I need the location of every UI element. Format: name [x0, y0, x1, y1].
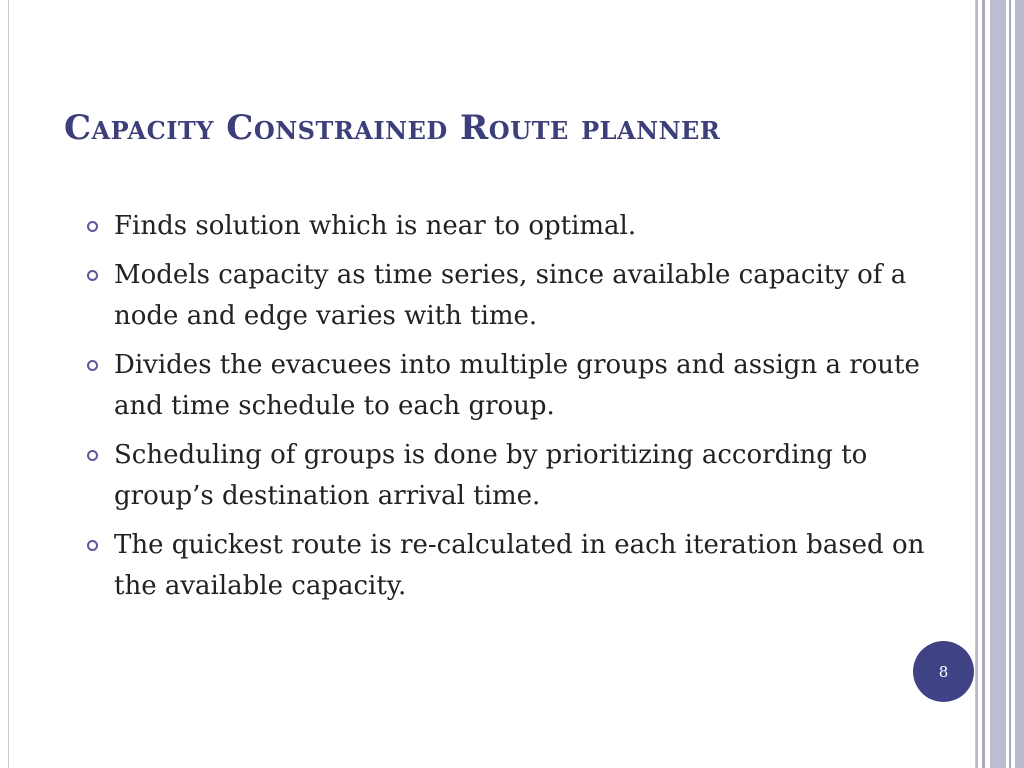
bullet-text: Finds solution which is near to optimal. [114, 211, 637, 241]
stripe [1015, 0, 1024, 768]
hollow-circle-bullet-icon [87, 270, 98, 281]
bullet-item [84, 435, 964, 517]
hollow-circle-bullet-icon [87, 221, 98, 232]
hollow-circle-bullet-icon [87, 450, 98, 461]
hollow-circle-bullet-icon [87, 540, 98, 551]
decorative-side-stripes [976, 0, 1024, 768]
bullet-item [84, 525, 964, 607]
bullet-text: Divides the evacuees into multiple groups and assign a route and time schedule to each group. [114, 350, 920, 421]
page-number-badge: 8 [913, 641, 974, 702]
slide-content [84, 206, 964, 615]
stripe [982, 0, 985, 768]
bullet-text: Models capacity as time series, since available capacity of a node and edge varies with time. [114, 260, 907, 331]
bullet-item [84, 345, 964, 427]
stripe [976, 0, 978, 768]
slide-title: Capacity Constrained Route planner [64, 108, 721, 148]
bullet-list [84, 206, 964, 607]
hollow-circle-bullet-icon [87, 360, 98, 371]
bullet-item [84, 206, 964, 247]
bullet-item [84, 255, 964, 337]
bullet-text: The quickest route is re-calculated in each iteration based on the available capacity. [114, 530, 925, 601]
bullet-text: Scheduling of groups is done by prioritizing according to group’s destination arrival time. [114, 440, 868, 511]
stripe [990, 0, 1006, 768]
stripe [1009, 0, 1011, 768]
